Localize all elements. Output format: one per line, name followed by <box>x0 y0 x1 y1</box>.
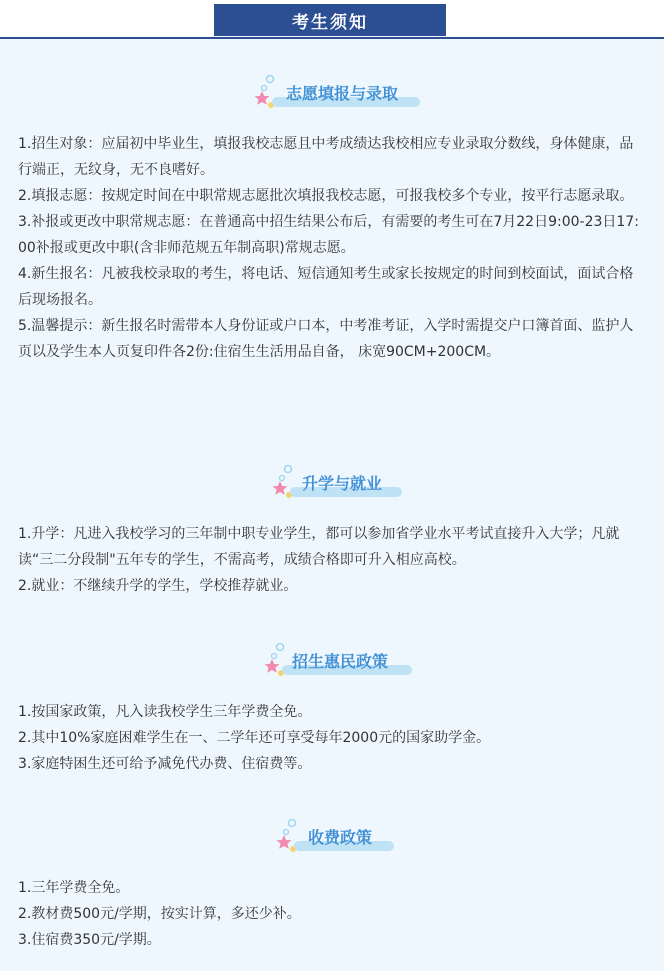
star-bubble-icon <box>270 465 300 505</box>
section-body-benefits <box>18 699 646 777</box>
section-title-text: 招生惠民政策 <box>292 652 389 671</box>
section-body-fees <box>18 875 646 953</box>
section-title-fees <box>274 819 404 859</box>
list-item: 1.招生对象：应届初中毕业生，填报我校志愿且中考成绩达我校相应专业录取分数线，身体健康，品行端正，无纹身，无不良嗜好。 <box>18 136 634 178</box>
section-title-text: 收费政策 <box>308 828 373 847</box>
star-bubble-icon <box>274 819 304 859</box>
section-title-admission <box>252 75 424 115</box>
section-body-further-study <box>18 521 646 599</box>
list-item: 3.补报或更改中职常规志愿：在普通高中招生结果公布后，有需要的考生可在7月22日9:00-23日17: 00补报或更改中职(含非师范规五年制高职)常规志愿。 <box>18 214 639 256</box>
list-item: 4.新生报名：凡被我校录取的考生，将电话、短信通知考生或家长按规定的时间到校面试，面试合格后现场报名。 <box>18 266 634 308</box>
list-item: 1.三年学费全免。 <box>18 880 130 896</box>
list-item: 3.住宿费350元/学期。 <box>18 932 161 948</box>
section-title-text: 升学与就业 <box>302 474 383 493</box>
page-title: 考生须知 <box>214 4 446 36</box>
list-item: 2.其中10%家庭困难学生在一、二学年还可享受每年2000元的国家助学金。 <box>18 730 491 746</box>
star-bubble-icon <box>262 643 292 683</box>
list-item: 2.就业：不继续升学的学生，学校推荐就业。 <box>18 578 298 594</box>
content-panel <box>0 39 664 971</box>
list-item: 2.填报志愿：按规定时间在中职常规志愿批次填报我校志愿，可报我校多个专业，按平行志愿录取。 <box>18 188 634 204</box>
section-title-further-study <box>270 465 410 505</box>
list-item: 2.教材费500元/学期，按实计算，多还少补。 <box>18 906 301 922</box>
star-bubble-icon <box>252 75 282 115</box>
section-title-benefits <box>262 643 418 683</box>
section-title-text: 志愿填报与录取 <box>286 84 399 103</box>
list-item: 3.家庭特困生还可给予减免代办费、住宿费等。 <box>18 756 312 772</box>
section-body-admission <box>18 131 646 365</box>
list-item: 1.升学：凡进入我校学习的三年制中职专业学生，都可以参加省学业水平考试直接升入大学；凡就读“三二分段制"五年专的学生，不需高考，成绩合格即可升入相应高校。 <box>18 526 620 568</box>
list-item: 5.温馨提示：新生报名时需带本人身份证或户口本，中考准考证，入学时需提交户口簿首面、监护人页以及学生本人页复印件各2份:住宿生生活用品自备， 床宽90CM+200CM。 <box>18 318 634 360</box>
list-item: 1.按国家政策，凡入读我校学生三年学费全免。 <box>18 704 312 720</box>
